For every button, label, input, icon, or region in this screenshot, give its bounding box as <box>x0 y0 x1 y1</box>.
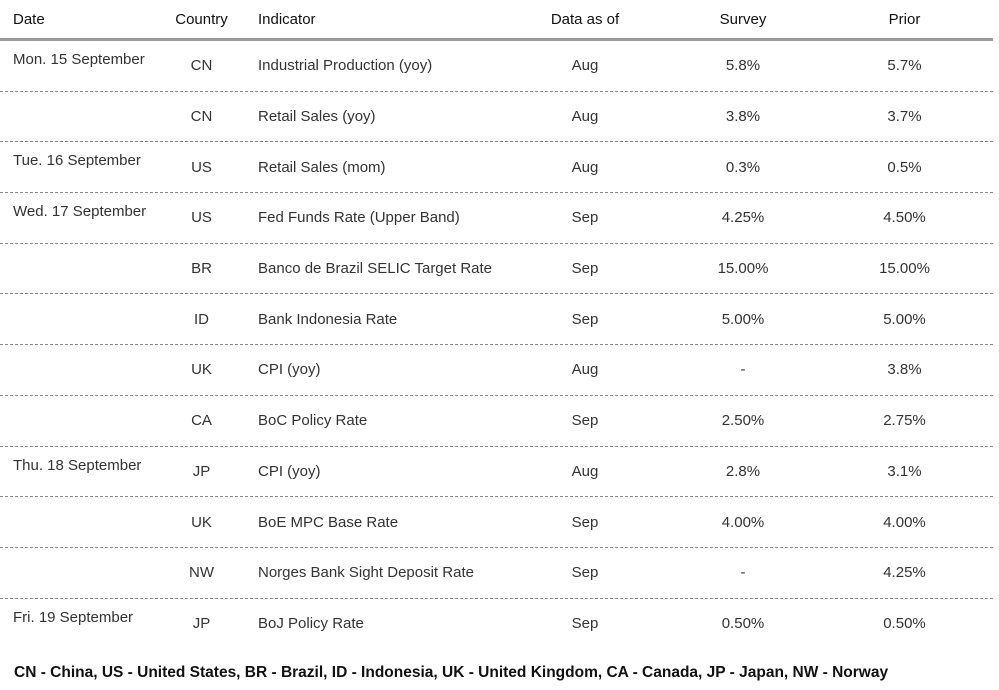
table-row <box>0 497 993 548</box>
row-country: ID <box>194 310 209 328</box>
row-indicator: CPI (yoy) <box>258 462 321 480</box>
row-survey: 3.8% <box>725 108 761 126</box>
row-prior: 4.50% <box>883 209 926 227</box>
row-survey: 15.00% <box>717 260 769 278</box>
row-indicator: BoE MPC Base Rate <box>258 513 399 531</box>
row-indicator: Banco de Brazil SELIC Target Rate <box>258 260 493 278</box>
table-row <box>0 548 993 599</box>
row-survey: 0.3% <box>725 158 761 176</box>
row-data-as-of: Sep <box>571 260 599 278</box>
row-date: Thu. 18 September <box>13 456 142 474</box>
table-row <box>0 396 993 447</box>
row-country: CN <box>190 57 213 75</box>
row-date: Mon. 15 September <box>13 51 145 68</box>
row-data-as-of: Sep <box>571 310 599 328</box>
row-indicator: Fed Funds Rate (Upper Band) <box>258 209 460 227</box>
row-date: Wed. 17 September <box>13 203 147 221</box>
row-survey: 5.00% <box>721 310 765 328</box>
row-data-as-of: Aug <box>571 462 599 480</box>
row-country: JP <box>192 462 211 480</box>
row-indicator: Retail Sales (mom) <box>258 158 386 176</box>
row-prior: 4.25% <box>883 564 926 582</box>
header-date: Date <box>13 10 45 28</box>
row-survey: - <box>740 361 746 379</box>
row-survey: 5.8% <box>725 57 761 75</box>
table-row <box>0 41 993 92</box>
table-header <box>0 0 993 41</box>
row-indicator: CPI (yoy) <box>258 361 321 379</box>
row-indicator: Norges Bank Sight Deposit Rate <box>258 564 474 582</box>
header-survey: Survey <box>719 10 767 28</box>
row-country: US <box>191 209 212 227</box>
table-row <box>0 193 993 244</box>
header-data-as-of: Data as of <box>550 10 620 28</box>
row-data-as-of: Sep <box>571 615 599 633</box>
row-prior: 2.75% <box>883 412 926 430</box>
row-prior: 0.5% <box>887 158 922 176</box>
row-survey: - <box>740 564 746 582</box>
row-prior: 5.00% <box>883 310 926 328</box>
row-country: UK <box>191 513 212 531</box>
row-country: UK <box>191 361 212 379</box>
row-data-as-of: Sep <box>571 412 599 430</box>
table-row <box>0 345 993 396</box>
table-row <box>0 294 993 345</box>
row-date <box>0 244 158 294</box>
country-legend-footnote: CN - China, US - United States, BR - Brazil, ID - Indonesia, UK - United Kingdom, CA - Canada, JP - Japan, NW - Norway <box>14 664 889 681</box>
table-row <box>0 599 993 650</box>
row-survey: 0.50% <box>721 615 765 633</box>
row-country: BR <box>191 260 212 278</box>
row-indicator: BoC Policy Rate <box>258 412 368 430</box>
row-country: CA <box>191 412 212 430</box>
row-date: Fri. 19 September <box>13 608 134 626</box>
row-survey: 4.00% <box>721 513 765 531</box>
row-survey: 2.50% <box>721 412 765 430</box>
row-date <box>0 548 158 598</box>
row-data-as-of: Aug <box>571 57 599 75</box>
row-survey: 4.25% <box>721 209 765 227</box>
table-row <box>0 244 993 295</box>
row-date: Tue. 16 September <box>13 152 141 170</box>
row-country: NW <box>189 564 214 582</box>
row-data-as-of: Sep <box>571 513 599 531</box>
row-date <box>0 294 158 344</box>
row-date <box>0 497 158 547</box>
row-data-as-of: Sep <box>571 564 599 582</box>
row-prior: 4.00% <box>883 513 926 531</box>
header-country: Country <box>175 10 228 28</box>
row-prior: 5.7% <box>887 57 922 75</box>
row-data-as-of: Aug <box>571 158 599 176</box>
row-prior: 15.00% <box>879 260 930 278</box>
row-date <box>0 345 158 395</box>
header-prior: Prior <box>888 10 921 28</box>
row-survey: 2.8% <box>725 462 761 480</box>
row-country: CN <box>190 108 213 126</box>
row-data-as-of: Aug <box>571 361 599 379</box>
table-row <box>0 142 993 193</box>
row-prior: 3.7% <box>887 108 922 126</box>
row-date <box>0 396 158 446</box>
row-indicator: Industrial Production (yoy) <box>258 57 433 75</box>
row-data-as-of: Aug <box>571 108 599 126</box>
table-row <box>0 92 993 143</box>
header-indicator: Indicator <box>258 10 316 28</box>
row-indicator: Retail Sales (yoy) <box>258 108 376 126</box>
row-prior: 0.50% <box>883 615 926 633</box>
row-prior: 3.8% <box>887 361 922 379</box>
row-country: JP <box>192 615 211 633</box>
row-indicator: Bank Indonesia Rate <box>258 310 398 328</box>
table-row <box>0 447 993 498</box>
row-date <box>0 92 158 142</box>
row-country: US <box>191 158 212 176</box>
row-data-as-of: Sep <box>571 209 599 227</box>
row-indicator: BoJ Policy Rate <box>258 615 364 633</box>
row-prior: 3.1% <box>887 462 922 480</box>
